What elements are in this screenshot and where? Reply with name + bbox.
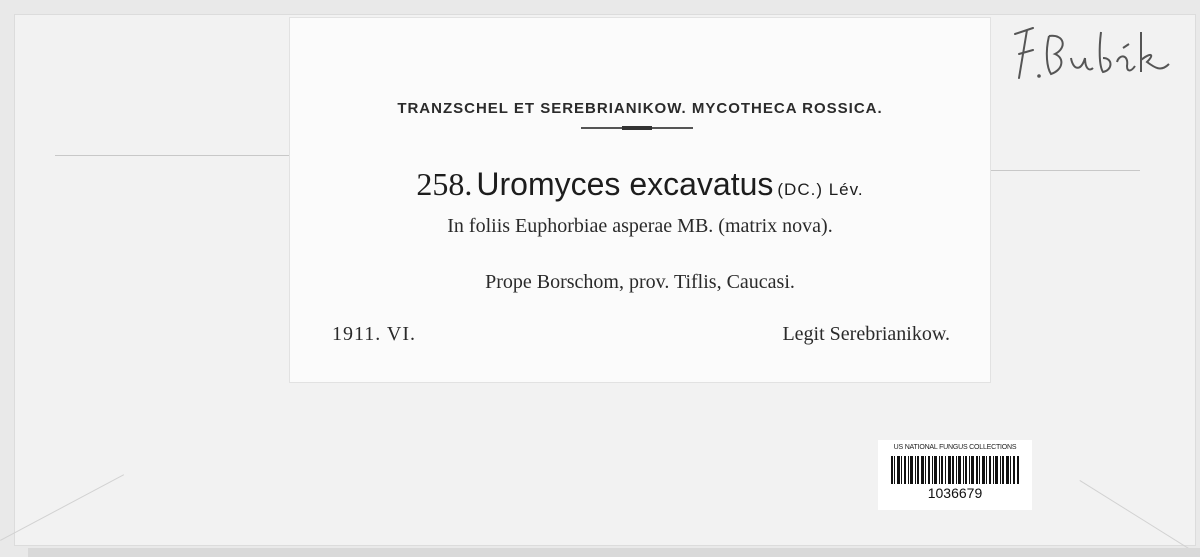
envelope-bottom-edge <box>28 548 1200 557</box>
envelope-fold-right <box>990 170 1140 171</box>
label-title <box>290 166 990 203</box>
barcode-number: 1036679 <box>927 485 983 501</box>
species-name: Uromyces excavatus <box>476 166 774 202</box>
collection-date: 1911. VI. <box>332 323 416 345</box>
barcode-caption: US NATIONAL FUNGUS COLLECTIONS <box>893 444 1017 451</box>
barcode-label <box>878 440 1032 510</box>
collector-line: Legit Serebrianikow. <box>782 323 950 345</box>
host-line: In foliis Euphorbiae asperae MB. (matrix nova). <box>447 215 833 237</box>
locality-line: Prope Borschom, prov. Tiflis, Caucasi. <box>485 271 795 293</box>
exsiccata-number: 258. <box>416 166 473 202</box>
envelope-fold-left <box>55 155 295 156</box>
barcode-icon <box>891 456 1019 484</box>
species-authority: (DC.) Lév. <box>777 180 864 199</box>
header-divider-center <box>622 126 652 130</box>
handwritten-signature <box>1005 18 1175 88</box>
specimen-label <box>290 18 990 382</box>
label-header: TRANZSCHEL ET SEREBRIANIKOW. MYCOTHECA ROSSICA. <box>397 100 883 117</box>
